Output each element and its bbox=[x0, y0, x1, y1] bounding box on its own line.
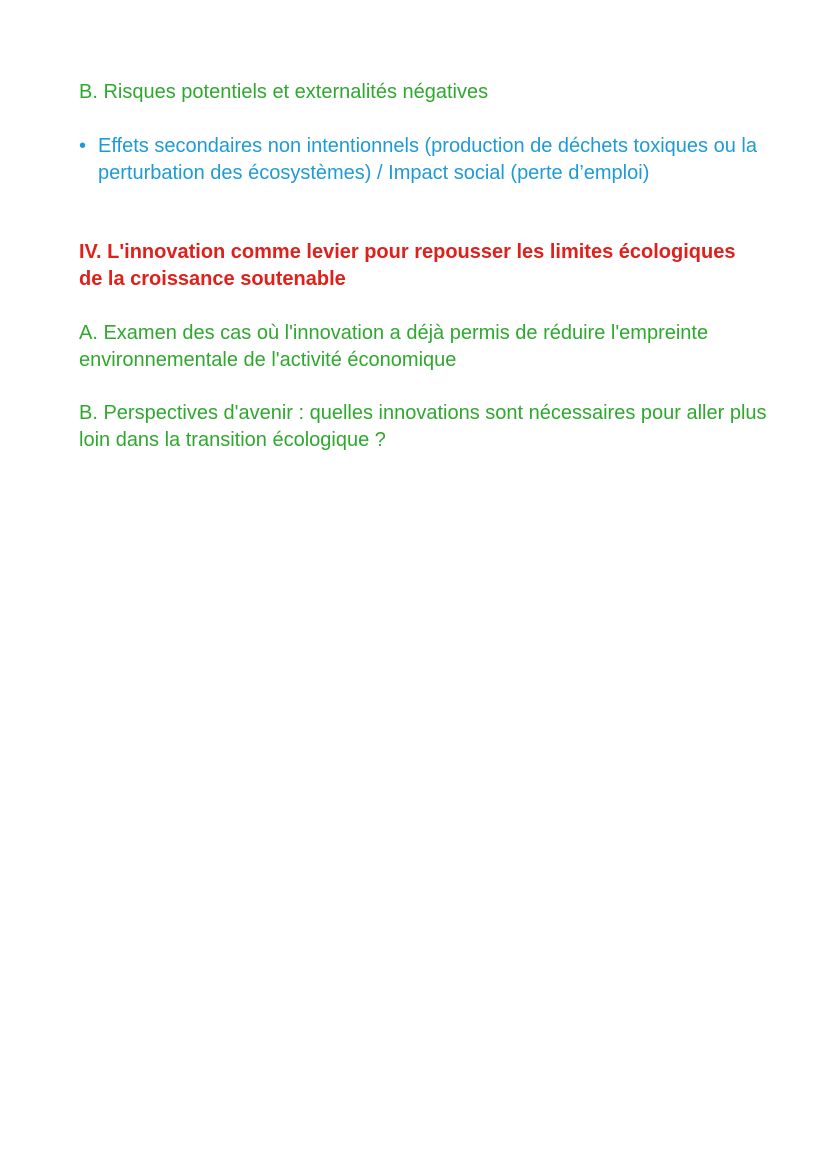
bullet-text: Effets secondaires non intentionnels (production de déchets toxiques ou la perturbation des écosystèmes) / Impact social (perte d’emploi) bbox=[98, 135, 757, 184]
section-heading-iv: IV. L'innovation comme levier pour repousser les limites écologiques de la croissance soutenable bbox=[79, 241, 736, 290]
subsection-heading-b-risks: B. Risques potentiels et externalités négatives bbox=[79, 81, 489, 103]
bullet-list bbox=[79, 133, 779, 187]
list-item bbox=[79, 133, 779, 187]
subsection-heading-a-examples: A. Examen des cas où l'innovation a déjà permis de réduire l'empreinte environnementale de l'activité économique bbox=[79, 322, 709, 371]
subsection-heading-b-perspectives: B. Perspectives d'avenir : quelles innovations sont nécessaires pour aller plus loin dans la transition écologique ? bbox=[79, 402, 767, 451]
bullet-icon: • bbox=[79, 135, 87, 157]
